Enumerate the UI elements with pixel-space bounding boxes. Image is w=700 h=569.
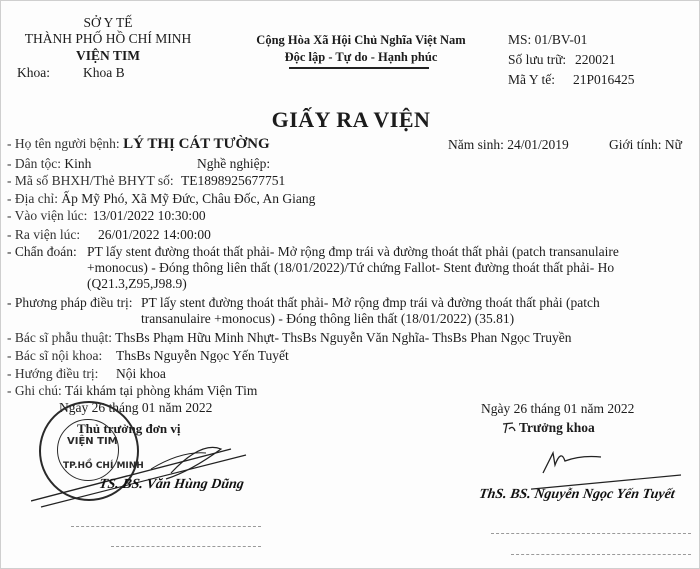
discharge-row — [7, 227, 80, 243]
discharge-value: 26/01/2022 14:00:00 — [98, 227, 211, 242]
document-title: GIẤY RA VIỆN — [271, 107, 431, 132]
scan-artifact-line — [491, 533, 691, 534]
address-value: Ấp Mỹ Phó, Xã Mỹ Đức, Châu Đốc, An Giang — [61, 191, 316, 206]
scan-artifact-line — [511, 554, 691, 555]
birth-date-value: 24/01/2019 — [507, 137, 569, 152]
ethnicity-label: - Dân tộc: — [7, 156, 61, 171]
left-signer-name: TS. BS. Văn Hùng Dũng — [98, 477, 245, 492]
header-department: SỞ Y TẾ — [83, 15, 133, 30]
header-institute: VIỆN TIM — [76, 48, 140, 63]
birth-date-row — [448, 137, 569, 153]
surgeon-label: - Bác sĩ phẫu thuật: — [7, 330, 112, 345]
initial-mark-icon — [501, 421, 517, 435]
discharge-label: - Ra viện lúc: — [7, 227, 81, 242]
ethnicity-value: Kinh — [64, 156, 92, 171]
stamp-text-city: TP.HỒ CHÍ MINH — [63, 461, 144, 471]
gender-value: Nữ — [664, 137, 682, 152]
birth-date-label: Năm sinh: — [448, 137, 504, 152]
notes-label: - Ghi chú: — [7, 383, 62, 398]
gender-label: Giới tính: — [609, 137, 662, 152]
insurance-label: - Mã số BHXH/Thẻ BHYT số: — [7, 173, 174, 188]
address-label: - Địa chỉ: — [7, 191, 58, 206]
scan-artifact-line — [71, 526, 261, 527]
admission-row — [7, 208, 206, 224]
treatment-method-line-2: transanulaire +monocus) - Đóng thông liên thất (18/01/2022) (35.81) — [141, 311, 515, 326]
gender-row — [609, 137, 682, 153]
header-city: THÀNH PHỐ HỒ CHÍ MINH — [24, 31, 192, 46]
notes-row — [7, 383, 257, 399]
motto-underline — [289, 67, 429, 69]
left-sign-date: Ngày 26 tháng 01 năm 2022 — [59, 400, 213, 415]
insurance-value: TE1898925677751 — [181, 173, 286, 188]
patient-name-row — [7, 136, 270, 153]
republic-motto: Độc lập - Tự do - Hạnh phúc — [284, 50, 438, 64]
notes-value: Tái khám tại phòng khám Viện Tim — [64, 383, 258, 398]
right-sign-role: Trưởng khoa — [519, 420, 595, 435]
surgeon-row — [7, 330, 572, 346]
medical-code-label: Mã Y tế: — [508, 72, 555, 87]
diagnosis-line-3: (Q21.3,Z95,J98.9) — [87, 276, 187, 291]
treatment-direction-label: - Hướng điều trị: — [7, 366, 99, 381]
diagnosis-line-2: +monocus) - Đóng thông liên thất (18/01/2022)/Tứ chứng Fallot- Stent đường thoát thất phải- Ho — [87, 260, 615, 275]
treatment-direction-value: Nội khoa — [116, 366, 166, 381]
form-code: MS: 01/BV-01 — [508, 32, 588, 47]
patient-name-label: - Họ tên người bệnh: — [7, 136, 120, 151]
admission-label: - Vào viện lúc: — [7, 208, 88, 223]
treatment-direction-row — [7, 366, 98, 382]
occupation-row — [197, 156, 270, 172]
surgeon-value: ThsBs Phạm Hữu Minh Nhựt- ThsBs Nguyễn Văn Nghĩa- ThsBs Phan Ngọc Truyền — [115, 330, 572, 345]
khoa-value: Khoa B — [83, 65, 125, 80]
ethnicity-row — [7, 156, 91, 172]
diagnosis-label: - Chẩn đoán: — [7, 244, 77, 259]
treatment-method-line-1: PT lấy stent đường thoát thất phải- Mở rộng đmp trái và đường thoát thất phải (patch — [141, 295, 600, 310]
patient-name-value: LÝ THỊ CÁT TƯỜNG — [123, 136, 270, 152]
internist-label: - Bác sĩ nội khoa: — [7, 348, 103, 363]
medical-code-value: 21P016425 — [573, 72, 635, 87]
right-signer-name: ThS. BS. Nguyễn Ngọc Yến Tuyết — [478, 487, 676, 502]
internist-value: ThsBs Nguyễn Ngọc Yến Tuyết — [116, 348, 289, 363]
khoa-label: Khoa: — [17, 65, 50, 80]
left-sign-role: Thủ trưởng đơn vị — [77, 421, 181, 436]
republic-title: Cộng Hòa Xã Hội Chủ Nghĩa Việt Nam — [256, 33, 466, 47]
archive-number-label: Số lưu trữ: — [508, 52, 567, 67]
stamp-text-institute: VIỆN TIM — [67, 436, 118, 447]
diagnosis-line-1: PT lấy stent đường thoát thất phải- Mở rộng đmp trái và đường thoát thất phải (patch transanulaire — [87, 244, 619, 259]
internist-row — [7, 348, 102, 364]
scan-artifact-line — [111, 546, 261, 547]
insurance-row — [7, 173, 285, 189]
treatment-method-label: - Phương pháp điều trị: — [7, 295, 133, 310]
address-row — [7, 191, 315, 207]
archive-number-value: 220021 — [575, 52, 616, 67]
right-sign-date: Ngày 26 tháng 01 năm 2022 — [481, 401, 635, 416]
admission-value: 13/01/2022 10:30:00 — [92, 208, 206, 223]
left-signature-icon — [31, 431, 271, 511]
right-signature-icon — [531, 443, 691, 493]
occupation-label: Nghề nghiệp: — [197, 156, 271, 171]
